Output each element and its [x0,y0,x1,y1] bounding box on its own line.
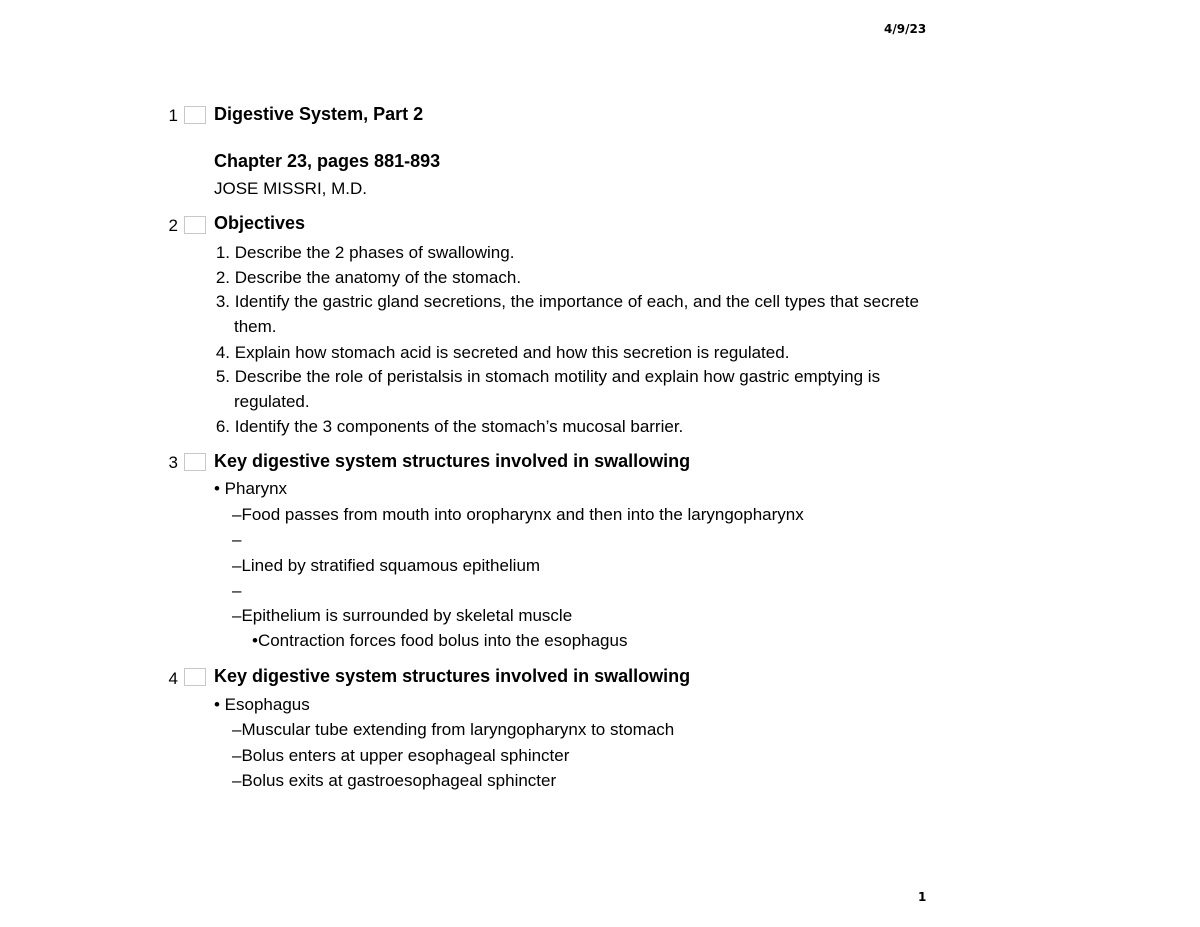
slide-1-subtitle: Chapter 23, pages 881-893 [214,151,441,171]
objective-number: 3. [215,292,230,311]
sub-sub-bullet-item: •Contraction forces food bolus into the esophagus [252,631,628,650]
slide-2-checkbox[interactable] [184,216,206,234]
slide-1-checkbox[interactable] [184,106,206,124]
objective-text: Explain how stomach acid is secreted and how this secretion is regulated. [234,343,790,362]
objective-item [210,417,683,437]
sub-bullet-item: –Food passes from mouth into oropharynx and then into the laryngopharynx [232,505,804,524]
slide-number-2: 2 [168,216,178,235]
sub-bullet-item: –Lined by stratified squamous epithelium [232,556,541,575]
sub-bullet-item: –Bolus enters at upper esophageal sphincter [232,746,570,765]
objective-number: 4. [215,343,230,362]
sub-bullet-item: – [232,581,242,600]
objective-text-continued: them. [234,317,277,336]
slide-4-checkbox[interactable] [184,668,206,686]
slide-4-title: Key digestive system structures involved in swallowing [214,666,691,686]
slide-1-author: JOSE MISSRI, M.D. [214,179,368,198]
slide-1-title: Digestive System, Part 2 [214,104,424,124]
slide-number-3: 3 [168,453,178,472]
objective-number: 1. [215,243,230,262]
bullet-item: • Esophagus [214,695,310,714]
sub-bullet-item: –Muscular tube extending from laryngopharynx to stomach [232,720,675,739]
objective-item [210,292,919,312]
objective-number: 6. [215,417,230,436]
page-date: 4/9/23 [884,22,927,36]
objective-text: Describe the role of peristalsis in stomach motility and explain how gastric emptying is [234,367,881,386]
slide-3-title: Key digestive system structures involved in swallowing [214,451,691,471]
sub-bullet-item: –Epithelium is surrounded by skeletal muscle [232,606,573,625]
sub-bullet-item: – [232,530,242,549]
objective-item [210,367,880,387]
page-number: 1 [918,890,927,904]
slide-3-checkbox[interactable] [184,453,206,471]
objective-number: 5. [215,367,230,386]
objective-number: 2. [215,268,230,287]
bullet-item: • Pharynx [214,479,288,498]
objective-text: Identify the gastric gland secretions, the importance of each, and the cell types that secrete [234,292,919,311]
objective-text: Identify the 3 components of the stomach’s mucosal barrier. [234,417,684,436]
objective-item [210,268,521,288]
sub-bullet-item: –Bolus exits at gastroesophageal sphincter [232,771,557,790]
slide-number-1: 1 [168,106,178,125]
objective-text: Describe the anatomy of the stomach. [234,268,522,287]
slide-number-4: 4 [168,669,178,688]
objective-item [210,343,789,363]
objective-item [210,243,514,263]
objective-text-continued: regulated. [234,392,310,411]
slide-2-title: Objectives [214,213,306,233]
objective-text: Describe the 2 phases of swallowing. [234,243,515,262]
